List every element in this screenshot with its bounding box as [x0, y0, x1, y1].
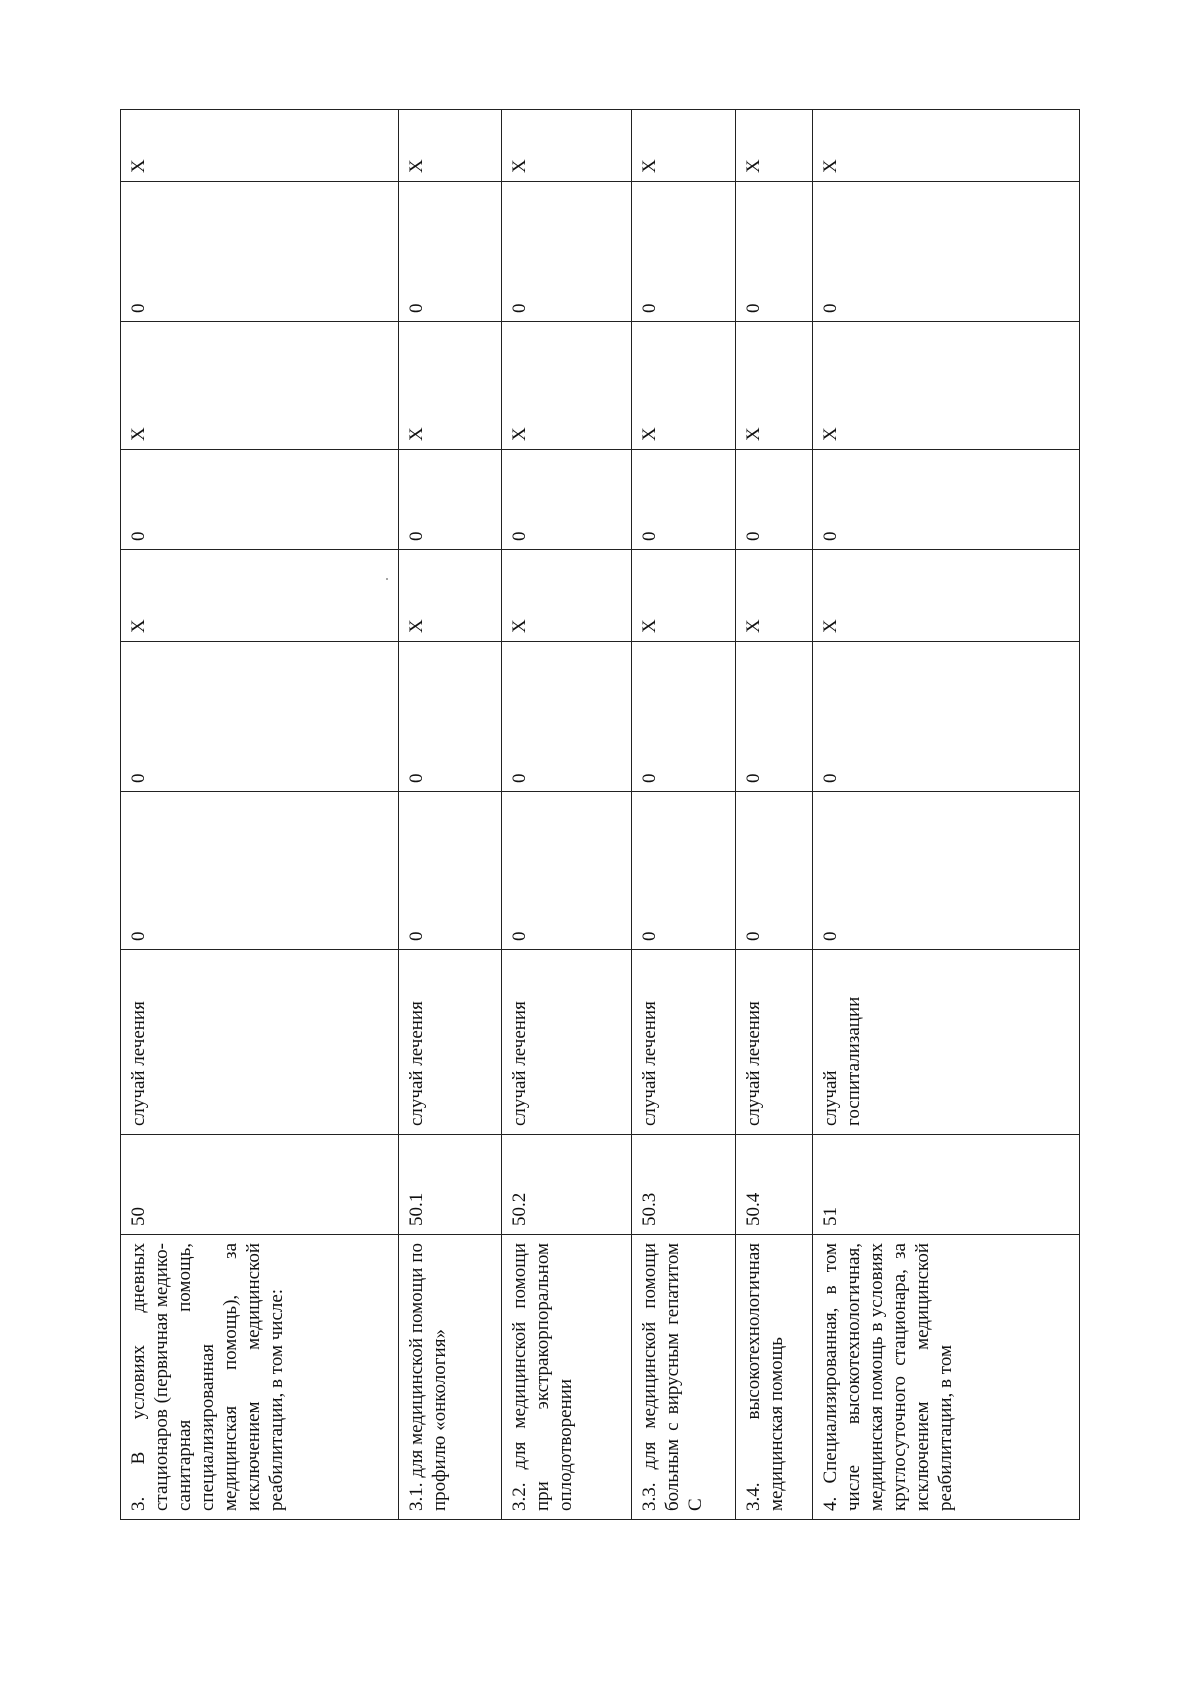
value-cell: Х — [812, 110, 1079, 182]
value-cell: Х — [398, 550, 501, 642]
table-row — [632, 110, 736, 1520]
table-wrapper — [120, 110, 1080, 1520]
row-unit-cell: случай лечения — [735, 950, 812, 1135]
value-cell: 0 — [501, 450, 631, 550]
row-unit-cell: случай лечения — [398, 950, 501, 1135]
value-cell: Х — [632, 322, 736, 450]
value-cell: 0 — [398, 182, 501, 322]
value-cell: Х — [632, 550, 736, 642]
value-cell: 0 — [632, 792, 736, 950]
value-cell: Х — [121, 550, 399, 642]
table-row — [735, 110, 812, 1520]
value-cell: 0 — [735, 450, 812, 550]
row-name-cell: 3.4. высокотехнологичная медицинская помощь — [735, 1235, 812, 1520]
row-name-cell: 3. В условиях дневных стационаров (первичная медико-санитарная помощь, специализированная медицинская помощь), за исключением медицинской реабилитации, в том числе: — [121, 1235, 399, 1520]
value-cell: 0 — [121, 792, 399, 950]
value-cell: Х — [812, 550, 1079, 642]
scan-speck — [386, 578, 388, 580]
value-cell: Х — [501, 110, 631, 182]
row-unit-cell: случай госпитализации — [812, 950, 1079, 1135]
value-cell: 0 — [398, 792, 501, 950]
value-cell: 0 — [501, 792, 631, 950]
row-name-cell: 3.1. для медицинской помощи по профилю «онкология» — [398, 1235, 501, 1520]
value-cell: 0 — [121, 182, 399, 322]
row-name-cell: 3.3. для медицинской помощи больным с вирусным гепатитом С — [632, 1235, 736, 1520]
value-cell: 0 — [632, 450, 736, 550]
value-cell: Х — [398, 322, 501, 450]
row-name-cell: 3.2. для медицинской помощи при экстракорпоральном оплодотворении — [501, 1235, 631, 1520]
table-row — [812, 110, 1079, 1520]
row-code-cell: 50.2 — [501, 1135, 631, 1235]
value-cell: 0 — [812, 182, 1079, 322]
row-name-cell: 4. Специализированная, в том числе высокотехнологичная, медицинская помощь в условиях круглосуточного стационара, за исключением медицинской реабилитации, в том — [812, 1235, 1079, 1520]
rotated-page-content — [120, 110, 1080, 1520]
value-cell: 0 — [398, 642, 501, 792]
value-cell: Х — [632, 110, 736, 182]
value-cell: Х — [398, 110, 501, 182]
value-cell: Х — [735, 322, 812, 450]
data-table — [120, 109, 1080, 1520]
value-cell: Х — [501, 322, 631, 450]
row-unit-cell: случай лечения — [121, 950, 399, 1135]
value-cell: 0 — [501, 182, 631, 322]
value-cell: 0 — [812, 450, 1079, 550]
row-unit-cell: случай лечения — [632, 950, 736, 1135]
value-cell: 0 — [735, 182, 812, 322]
table-row — [121, 110, 399, 1520]
table-row — [398, 110, 501, 1520]
value-cell: Х — [501, 550, 631, 642]
value-cell: 0 — [735, 642, 812, 792]
value-cell: Х — [735, 550, 812, 642]
value-cell: Х — [735, 110, 812, 182]
value-cell: 0 — [735, 792, 812, 950]
row-unit-cell: случай лечения — [501, 950, 631, 1135]
value-cell: 0 — [121, 642, 399, 792]
row-code-cell: 50.3 — [632, 1135, 736, 1235]
row-code-cell: 51 — [812, 1135, 1079, 1235]
table-row — [501, 110, 631, 1520]
value-cell: 0 — [812, 642, 1079, 792]
value-cell: 0 — [632, 182, 736, 322]
value-cell: 0 — [501, 642, 631, 792]
value-cell: 0 — [632, 642, 736, 792]
value-cell: 0 — [121, 450, 399, 550]
table-body — [121, 110, 1080, 1520]
value-cell: Х — [121, 322, 399, 450]
row-code-cell: 50 — [121, 1135, 399, 1235]
row-code-cell: 50.1 — [398, 1135, 501, 1235]
value-cell: Х — [812, 322, 1079, 450]
value-cell: 0 — [398, 450, 501, 550]
row-code-cell: 50.4 — [735, 1135, 812, 1235]
value-cell: Х — [121, 110, 399, 182]
value-cell: 0 — [812, 792, 1079, 950]
